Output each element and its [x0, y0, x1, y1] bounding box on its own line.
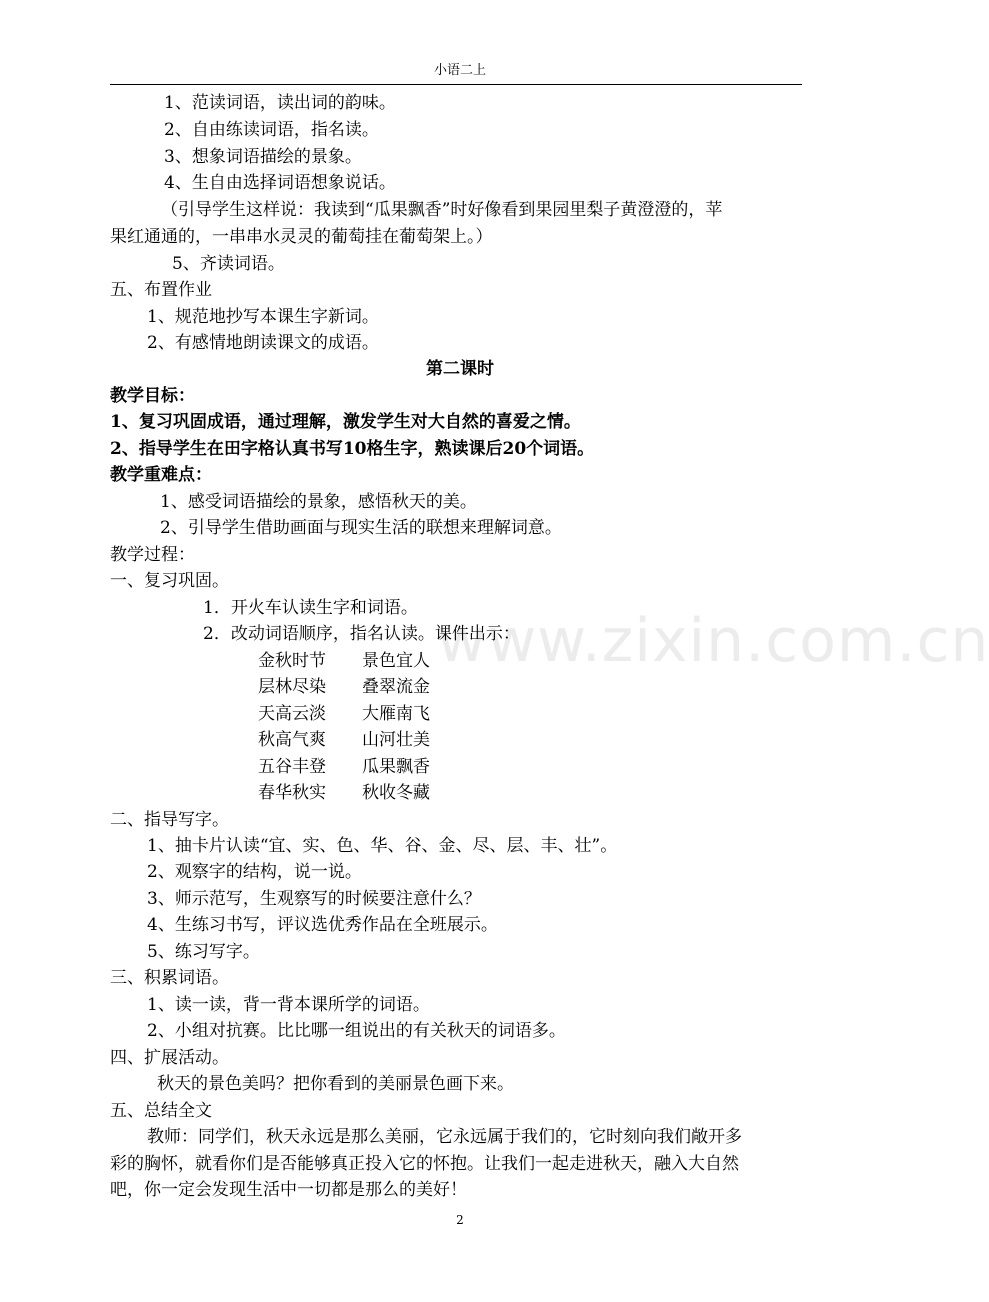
list-item: 2、观察字的结构，说一说。: [147, 862, 362, 882]
list-item: 5、练习写字。: [147, 942, 260, 962]
idiom: 层林尽染: [258, 677, 326, 697]
idiom: 瓜果飘香: [362, 757, 430, 777]
goal-item: 2、指导学生在田字格认真书写10格生字，熟读课后20个词语。: [110, 439, 595, 459]
paragraph-line: 吧，你一定会发现生活中一切都是那么的美好！: [110, 1180, 467, 1200]
section-heading: 三、积累词语。: [110, 968, 229, 988]
list-item: 2、有感情地朗读课文的成语。: [147, 333, 379, 353]
section-heading: 一、复习巩固。: [110, 571, 229, 591]
list-item: 3、师示范写，生观察写的时候要注意什么？: [147, 889, 481, 909]
idiom: 金秋时节: [258, 651, 326, 671]
list-item: 1、抽卡片认读“宜、实、色、华、谷、金、尽、层、丰、壮”。: [147, 836, 618, 856]
idiom: 五谷丰登: [258, 757, 326, 777]
list-item: 4、生练习书写，评议选优秀作品在全班展示。: [147, 915, 498, 935]
page-header: 小语二上: [433, 63, 486, 78]
idiom: 秋高气爽: [258, 730, 326, 750]
list-item: 2、引导学生借助画面与现实生活的联想来理解词意。: [160, 518, 562, 538]
watermark: www.zixin.com.cn: [437, 606, 989, 676]
idiom: 山河壮美: [362, 730, 430, 750]
list-item: 2、自由练读词语，指名读。: [164, 120, 379, 140]
header-rule: [110, 84, 802, 85]
page-number: 2: [456, 1213, 464, 1227]
list-item: 5、齐读词语。: [172, 254, 285, 274]
section-heading: 五、布置作业: [110, 280, 212, 300]
list-item: 1、规范地抄写本课生字新词。: [147, 307, 379, 327]
section-heading: 教学重难点：: [110, 465, 212, 485]
list-item: 1、感受词语描绘的景象，感悟秋天的美。: [160, 492, 477, 512]
list-item: 1、读一读，背一背本课所学的词语。: [147, 995, 430, 1015]
guide-text: 果红通通的，一串串水灵灵的葡萄挂在葡萄架上。）: [110, 227, 493, 247]
idiom: 叠翠流金: [362, 677, 430, 697]
idiom: 景色宜人: [362, 651, 430, 671]
list-item: 1、范读词语，读出词的韵味。: [164, 93, 396, 113]
idiom: 秋收冬藏: [362, 783, 430, 803]
list-item: 4、生自由选择词语想象说话。: [164, 173, 396, 193]
goal-item: 1、复习巩固成语，通过理解，激发学生对大自然的喜爱之情。: [110, 412, 581, 432]
list-item: 3、想象词语描绘的景象。: [164, 147, 362, 167]
paragraph-line: 彩的胸怀，就看你们是否能够真正投入它的怀抱。让我们一起走进秋天，融入大自然: [110, 1154, 739, 1174]
paragraph-line: 教师：同学们，秋天永远是那么美丽，它永远属于我们的，它时刻向我们敞开多: [147, 1127, 742, 1147]
section-heading: 二、指导写字。: [110, 810, 229, 830]
list-item: 1．开火车认读生字和词语。: [203, 598, 418, 618]
idiom: 大雁南飞: [362, 704, 430, 724]
section-heading: 教学过程：: [110, 545, 195, 565]
lesson-title: 第二课时: [426, 359, 494, 379]
paragraph: 秋天的景色美吗？把你看到的美丽景色画下来。: [157, 1074, 514, 1094]
section-heading: 五、总结全文: [110, 1101, 212, 1121]
list-item: 2、小组对抗赛。比比哪一组说出的有关秋天的词语多。: [147, 1021, 566, 1041]
section-heading: 教学目标：: [110, 386, 195, 406]
idiom: 天高云淡: [258, 704, 326, 724]
list-item: 2．改动词语顺序，指名认读。课件出示：: [203, 624, 520, 644]
section-heading: 四、扩展活动。: [110, 1048, 229, 1068]
idiom: 春华秋实: [258, 783, 326, 803]
guide-text: （引导学生这样说：我读到“瓜果飘香”时好像看到果园里梨子黄澄澄的，苹: [161, 200, 723, 220]
